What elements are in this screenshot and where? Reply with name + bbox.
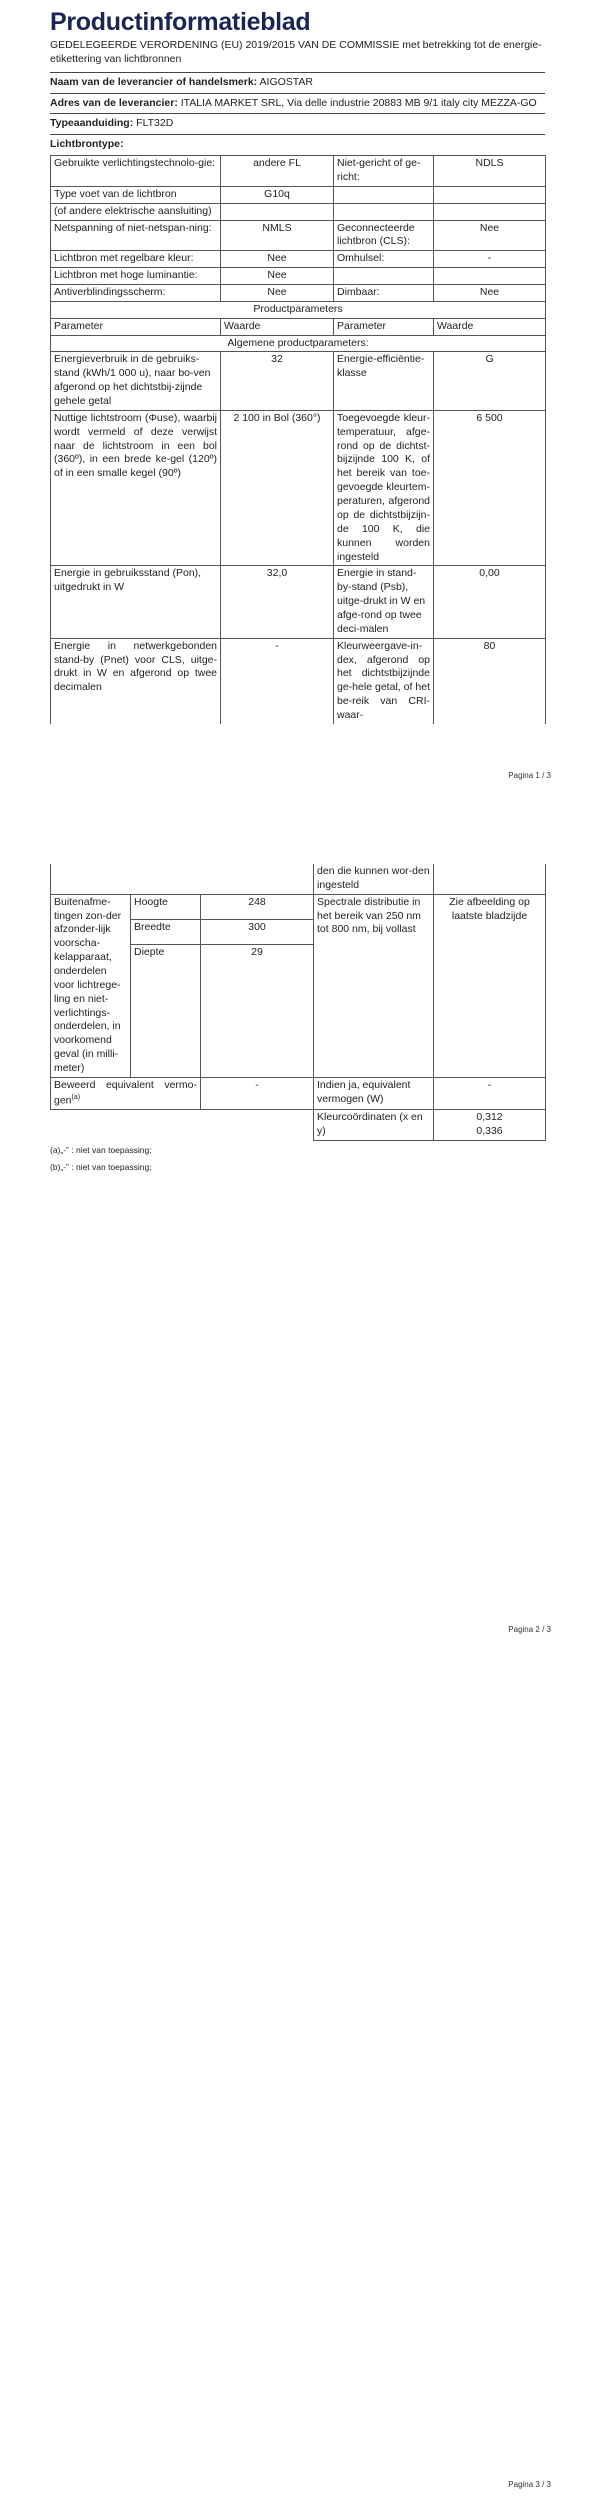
supplier-address-line (50, 94, 545, 114)
table-row (51, 864, 546, 894)
table-cell: Energie in stand-by-stand (Psb), uitge-drukt in W en afge-rond op twee deci-malen (334, 566, 434, 638)
table-cell: Nuttige lichtstroom (Φuse), waarbij wordt vermeld of deze verwijst naar de lichtstroom in een bol (360º), in een brede ke-gel (120º) of in een smalle kegel (90º) (51, 410, 221, 565)
table-cell (434, 864, 546, 894)
product-parameters-table (50, 301, 546, 724)
supplier-name-line (50, 73, 545, 93)
table-row (51, 268, 546, 285)
table-cell: Energie in netwerkgebonden stand-by (Pnet) voor CLS, uitge-drukt in W en afgerond op twee decimalen (51, 638, 221, 724)
table-cell: Nee (221, 268, 334, 285)
table-cell (334, 186, 434, 203)
supplier-address-label: Adres van de leverancier: (50, 96, 178, 109)
table-cell: Energie in gebruiksstand (Pon), uitgedrukt in W (51, 566, 221, 638)
table-cell: NMLS (221, 220, 334, 251)
table-cell (434, 186, 546, 203)
light-source-type-table (50, 155, 546, 302)
table-cell: 32,0 (221, 566, 334, 638)
table-row (51, 352, 546, 410)
chromaticity-x: 0,312 (476, 1111, 503, 1124)
page-number-3: Pagina 3 / 3 (508, 2480, 551, 2489)
table-cell: Antiverblindingsscherm: (51, 285, 221, 302)
equivalent-power-value: - (434, 1077, 546, 1109)
table-cell: 6 500 (434, 410, 546, 565)
table-row (51, 220, 546, 251)
table-cell: 80 (434, 638, 546, 724)
table-cell: 0,00 (434, 566, 546, 638)
dimensions-label: Buitenafme-tingen zon-der afzonder-lijk voorscha-kelapparaat, onderdelen voor lichtrege-ling en niet-verlichtings-onderdelen, in voorkomend geval (in milli-meter) (51, 894, 131, 1077)
height-value: 248 (201, 894, 314, 919)
table-cell: Gebruikte verlichtingstechnolo-gie: (51, 156, 221, 187)
regulation-text: GEDELEGEERDE VERORDENING (EU) 2019/2015 VAN DE COMMISSIE met betrekking tot de energie-etikettering van lichtbronnen (50, 39, 542, 65)
table-header-row (51, 318, 546, 335)
footnote-a: (a)„-” : niet van toepassing; (50, 1144, 152, 1155)
table-row (51, 203, 546, 220)
supplier-address-value: ITALIA MARKET SRL, Via delle industrie 20883 MB 9/1 italy city MEZZA-GO (180, 96, 537, 109)
model-value: FLT32D (136, 117, 174, 130)
chromaticity-y: 0,336 (476, 1124, 503, 1137)
chromaticity-value (434, 1110, 546, 1141)
table-cell: G (434, 352, 546, 410)
type-heading: Lichtbrontype: (50, 138, 124, 151)
page-2 (50, 864, 545, 1173)
table-row (51, 335, 546, 352)
width-value: 300 (201, 919, 314, 944)
claimed-power-value: - (201, 1077, 314, 1109)
model-label: Typeaanduiding: (50, 117, 134, 130)
table-row (51, 301, 546, 318)
table-cell: (of andere elektrische aansluiting) (51, 203, 221, 220)
table-cell: NDLS (434, 156, 546, 187)
table-cell: Nee (221, 251, 334, 268)
table-cell (334, 268, 434, 285)
supplier-name-value: AIGOSTAR (259, 75, 314, 88)
table-cell: Netspanning of niet-netspan-ning: (51, 220, 221, 251)
column-header: Waarde (434, 318, 546, 335)
table-cell (51, 1110, 314, 1141)
general-parameters-heading: Algemene productparameters: (51, 335, 546, 352)
table-cell: Kleurweergave-in-dex, afgerond op het dichtstbijzijnde ge-hele getal, of het be-reik van CRI-waar- (334, 638, 434, 724)
table-cell: andere FL (221, 156, 334, 187)
claimed-power-label (51, 1077, 201, 1109)
page-number-1: Pagina 1 / 3 (508, 771, 551, 780)
table-row (51, 894, 546, 919)
table-cell (51, 864, 314, 894)
table-row (51, 1077, 546, 1109)
table-cell: 2 100 in Bol (360°) (221, 410, 334, 565)
table-row (51, 285, 546, 302)
table-cell: Nee (434, 285, 546, 302)
supplier-name-label: Naam van de leverancier of handelsmerk: (50, 75, 258, 88)
column-header: Parameter (51, 318, 221, 335)
height-label: Hoogte (131, 894, 201, 919)
table-cell: Lichtbron met regelbare kleur: (51, 251, 221, 268)
table-cell: Energieverbruik in de gebruiks-stand (kWh/1 000 u), naar bo-ven afgerond op het dichtstbij-zijnde gehele getal (51, 352, 221, 410)
spectral-label: Spectrale distributie in het bereik van 250 nm tot 800 nm, bij vollast (314, 894, 434, 1077)
table-cell: den die kunnen wor-den ingesteld (314, 864, 434, 894)
table-cell: Type voet van de lichtbron (51, 186, 221, 203)
table-cell: Energie-efficiëntie-klasse (334, 352, 434, 410)
table-cell: Nee (434, 220, 546, 251)
table-cell: Lichtbron met hoge luminantie: (51, 268, 221, 285)
footnote-b: (b)„-” : niet van toepassing; (50, 1162, 152, 1173)
depth-label: Diepte (131, 944, 201, 1077)
equivalent-power-label: Indien ja, equivalent vermogen (W) (314, 1077, 434, 1109)
chromaticity-label: Kleurcoördinaten (x en y) (314, 1110, 434, 1141)
table-row (51, 186, 546, 203)
table-cell: - (221, 638, 334, 724)
table-row (51, 1110, 546, 1141)
claimed-power-text: Beweerd equivalent vermo-gen (54, 1078, 197, 1107)
page-1 (50, 8, 545, 724)
table-cell: - (434, 251, 546, 268)
table-cell: Niet-gericht of ge-richt: (334, 156, 434, 187)
table-row (51, 251, 546, 268)
table-row (51, 410, 546, 565)
table-cell: Dimbaar: (334, 285, 434, 302)
document-title: Productinformatieblad (50, 8, 311, 36)
product-parameters-heading: Productparameters (51, 301, 546, 318)
table-row (51, 638, 546, 724)
table-cell: Toegevoegde kleur-temperatuur, afge-rond op de dichtst-bijzijnde 100 K, of het bereik van toe-gevoegde kleurtem-peraturen, afgerond op de dichtstbijzijn-de 100 K, die kunnen worden ingesteld (334, 410, 434, 565)
table-cell (221, 203, 334, 220)
model-line (50, 114, 545, 134)
column-header: Parameter (334, 318, 434, 335)
table-row (51, 566, 546, 638)
spectral-value: Zie afbeelding op laatste bladzijde (434, 894, 546, 1077)
table-cell (434, 203, 546, 220)
table-cell: Geconnecteerde lichtbron (CLS): (334, 220, 434, 251)
width-label: Breedte (131, 919, 201, 944)
table-cell (434, 268, 546, 285)
column-header: Waarde (221, 318, 334, 335)
depth-value: 29 (201, 944, 314, 1077)
page-number-2: Pagina 2 / 3 (508, 1625, 551, 1634)
footnote-marker: (a) (71, 1093, 81, 1101)
table-cell: Nee (221, 285, 334, 302)
table-row (51, 156, 546, 187)
table-cell: 32 (221, 352, 334, 410)
product-parameters-table-continued (50, 864, 546, 1141)
table-cell (334, 203, 434, 220)
table-cell: G10q (221, 186, 334, 203)
table-cell: Omhulsel: (334, 251, 434, 268)
